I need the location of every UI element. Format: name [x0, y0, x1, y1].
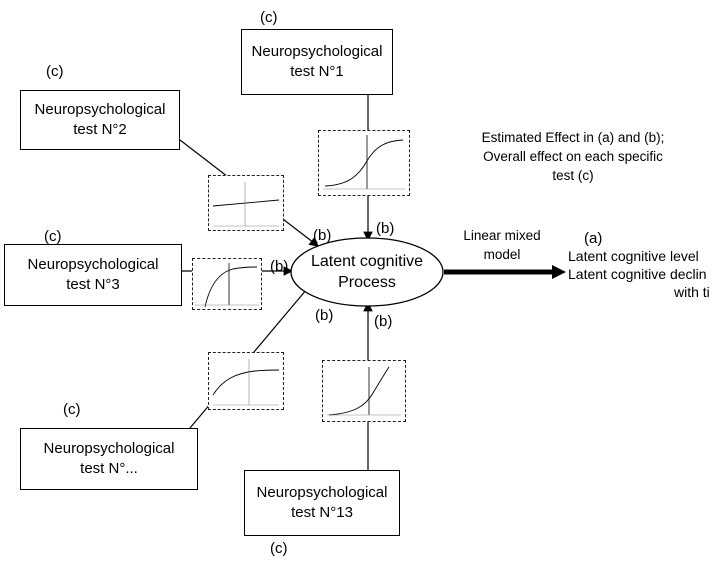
mini-plot-test3 [192, 258, 262, 310]
mini-plot-test13 [322, 360, 406, 422]
outcome-line2: Latent cognitive declin [568, 266, 707, 282]
test3-label-2: test N°3 [66, 276, 120, 293]
latent-process-line1: Latent cognitive [310, 253, 424, 270]
test2-box [20, 90, 180, 150]
outcome-line1: Latent cognitive level [568, 248, 699, 264]
test13-label-2: test N°13 [291, 504, 353, 521]
latent-process-line2: Process [338, 274, 396, 291]
c-label-test-n: (c) [63, 401, 81, 418]
test-n-label-1: Neuropsychological [43, 440, 175, 457]
test2-label-2: test N°2 [73, 121, 127, 138]
mini-plot-test1 [318, 130, 410, 196]
outcome-line3: with ti [674, 284, 710, 300]
c-label-test2: (c) [46, 63, 64, 80]
model-line1: Linear mixed [463, 228, 541, 243]
c-label-test1: (c) [260, 9, 278, 26]
test1-label-1: Neuropsychological [251, 43, 383, 60]
effect-note-line2: Overall effect on each specific [483, 149, 663, 164]
concave-curve-icon [209, 353, 283, 409]
b-label-left: (b) [270, 258, 289, 275]
effect-note [458, 128, 688, 185]
effect-note-line1: Estimated Effect in (a) and (b); [481, 130, 665, 145]
b-label-upper-left: (b) [313, 227, 332, 244]
model-label [452, 226, 552, 264]
c-label-test13: (c) [270, 540, 288, 557]
latent-process-label [297, 251, 437, 293]
effect-note-line3: test (c) [552, 168, 594, 183]
test-n-label-2: test N°... [80, 460, 138, 477]
test13-box [244, 470, 400, 536]
c-label-test3: (c) [44, 228, 62, 245]
a-label: (a) [584, 230, 603, 247]
model-line2: model [483, 247, 521, 262]
mini-plot-test-n [208, 352, 284, 410]
test1-box [241, 29, 393, 95]
flat-line-icon [209, 176, 283, 230]
test13-label-1: Neuropsychological [256, 484, 388, 501]
saturating-curve-icon [193, 259, 261, 309]
sigmoid-curve-icon [319, 131, 409, 195]
b-label-lower-left: (b) [315, 307, 334, 324]
b-label-top: (b) [376, 220, 395, 237]
mini-plot-test2 [208, 175, 284, 231]
exponential-curve-icon [323, 361, 405, 421]
test2-label-1: Neuropsychological [34, 101, 166, 118]
b-label-bottom: (b) [374, 313, 393, 330]
thick-arrow-head [552, 265, 566, 279]
test3-box [4, 244, 182, 306]
test1-label-2: test N°1 [290, 63, 344, 80]
test-n-box [20, 428, 198, 490]
test3-label-1: Neuropsychological [27, 256, 159, 273]
